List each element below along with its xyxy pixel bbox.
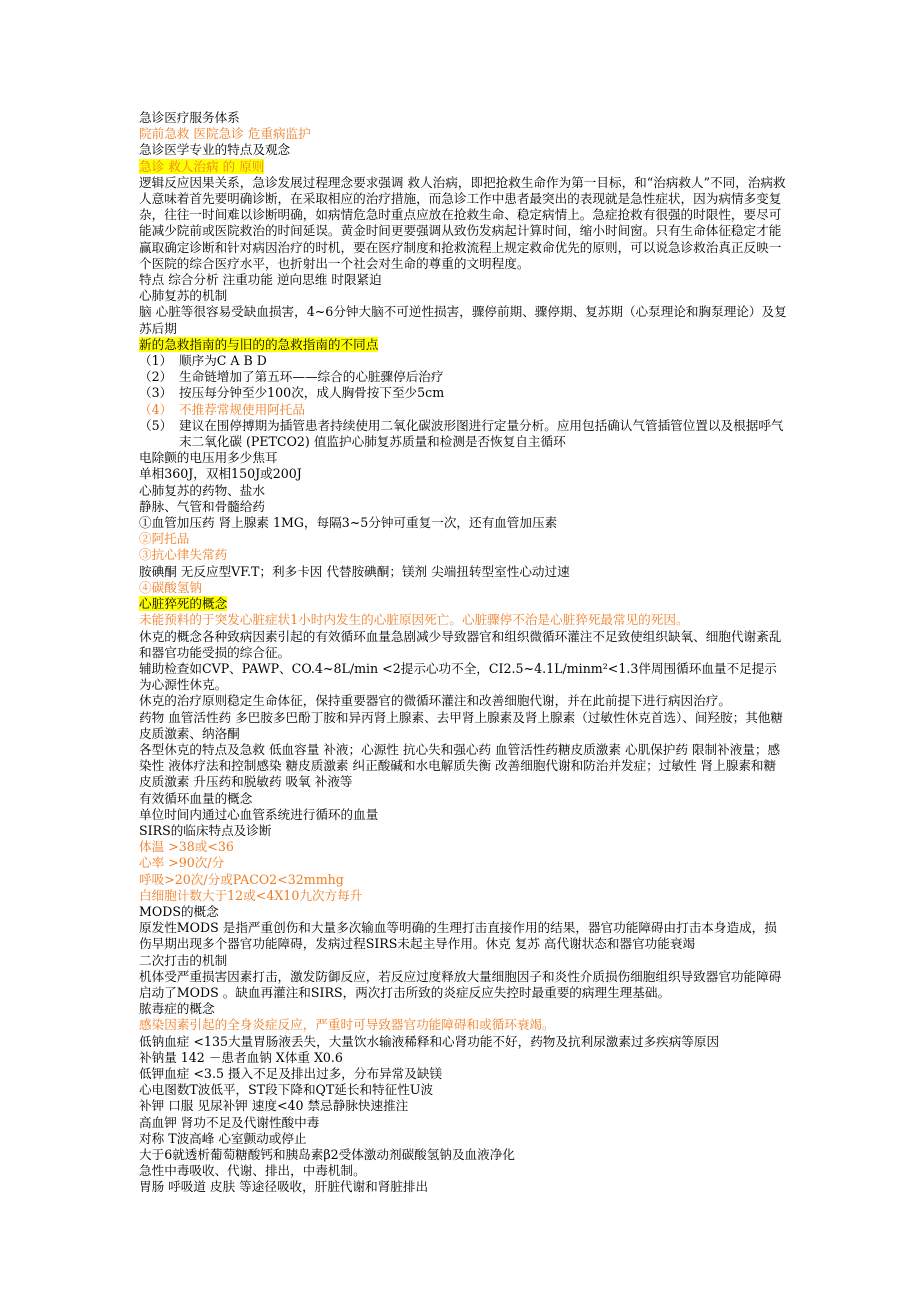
shock-auxiliary-tests: 辅助检查如CVP、PAWP、CO.4~8L/min <2提示心功不全，CI2.5~4.1L/minm²<1.3伴周围循环血量不足提示为心源性休克。 — [139, 660, 777, 693]
heading-cpr-mechanism: 心肺复苏的机制 — [139, 288, 228, 304]
sirs-wbc: 白细胞计数大于12或<4X10九次方每升 — [139, 887, 363, 903]
heading-second-hit: 二次打击的机制 — [139, 952, 228, 968]
heading-emergency-system: 急诊医疗服务体系 — [139, 110, 240, 125]
sepsis-definition: 感染因素引起的全身炎症反应，严重时可导致器官功能障碍和或循环衰竭。 — [139, 1017, 555, 1033]
heading-effective-circulation: 有效循环血量的概念 — [139, 790, 253, 806]
emergency-stages: 院前急救 医院急诊 危重病监护 — [139, 126, 311, 142]
drug-atropine: ②阿托品 — [139, 531, 190, 547]
shock-types-emergency: 各型休克的特点及急救 低血容量 补液；心源性 抗心失和强心药 血管活性药糖皮质激素 心肌保护药 限制补液量；感染性 液体疗法和控制感染 糖皮质激素 纠正酸碱和水电解质失衡 改善细胞代谢和防治并发症；过敏性 肾上腺素和糖皮质激素 升压药和脱敏药 吸氧 补液等 — [139, 741, 781, 790]
defib-voltage-values: 单相360J，双相150J或200J — [139, 466, 302, 482]
list-item: （4） 不推荐常规使用阿托品 — [139, 401, 305, 417]
shock-concept: 休克的概念各种致病因素引起的有效循环血量急剧减少导致器官和组织微循环灌注不足致使组织缺氧、细胞代谢紊乱和器官功能受损的综合征。 — [139, 628, 782, 660]
sirs-temperature: 体温 >38或<36 — [139, 839, 234, 855]
primary-mods-paragraph: 原发性MODS 是指严重创伤和大量多次输血等明确的生理打击直接作用的结果，器官功能障碍由打击本身造成，损伤早期出现多个器官功能障碍，发病过程SIRS未起主导作用。休克 复苏 高代谢状态和器官功能衰竭 — [139, 920, 777, 952]
shock-drugs: 药物 血管活性药 多巴胺多巴酚丁胺和异丙肾上腺素、去甲肾上腺素及肾上腺素（过敏性休克首选）、间羟胺；其他糖皮质激素、纳洛酮 — [139, 709, 783, 741]
emergency-logic-paragraph: 逻辑反应因果关系，急诊发展过程理念要求强调 救人治病，即把抢救生命作为第一目标，和“治病救人”不同，治病救人意味着首先要明确诊断，在采取相应的治疗措施，而急诊工作中患者最突出的表现就是急性症状，因为病情多变复杂，往往一时间难以诊断明确，如病情危急时重点应放在抢救生命、稳定病情上。急症抢救有很强的时限性，要尽可能减少院前或医院救治的时间延误。黄金时间更要强调从致伤发病起计算时间，缩小时间窗。只有生命体征稳定才能赢取确定诊断和针对病因治疗的时机，要在医疗制度和抢救流程上规定救命优先的原则，可以说急诊救治真正反映一个医院的综合医疗水平，也折射出一个社会对生命的尊重的文明程度。 — [139, 174, 786, 271]
heading-sudden-cardiac-death: 心脏猝死的概念 — [139, 596, 228, 612]
hypokalemia: 低钾血症 <3.5 摄入不足及排出过多，分布异常及缺镁 — [139, 1065, 443, 1081]
sirs-heart-rate: 心率 >90次/分 — [139, 855, 225, 871]
drug-vasopressor: ①血管加压药 肾上腺素 1MG，每隔3~5分钟可重复一次，还有血管加压素 — [139, 515, 558, 531]
emergency-principle: 急诊 救人治病 的 原则 — [139, 158, 265, 174]
effective-circulation-definition: 单位时间内通过心血管系统进行循环的血量 — [139, 806, 379, 822]
heading-emergency-features: 急诊医学专业的特点及观念 — [139, 142, 291, 158]
hyperkalemia: 高血钾 肾功不足及代谢性酸中毒 — [139, 1114, 320, 1130]
hyponatremia: 低钠血症 <135大量胃肠液丢失，大量饮水输液稀释和心肾功能不好，药物及抗利尿激素过多疾病等原因 — [139, 1033, 720, 1049]
list-item: （3） 按压每分钟至少100次，成人胸骨按下至少5cm — [139, 385, 445, 401]
heading-sepsis: 脓毒症的概念 — [139, 1001, 215, 1017]
heading-mods: MODS的概念 — [139, 903, 219, 919]
list-item: （5） 建议在围停搏期为插管患者持续使用二氧化碳波形图进行定量分析。应用包括确认气管插管位置以及根据呼气末二氧化碳 (PETCO2) 值监护心肺复苏质量和检测是否恢复自主循环 — [139, 417, 784, 450]
drug-bicarbonate: ④碳酸氢钠 — [139, 579, 202, 595]
heading-sirs: SIRS的临床特点及诊断 — [139, 822, 272, 838]
features-line: 特点 综合分析 注重功能 逆向思维 时限紧迫 — [139, 272, 382, 288]
antiarrhythmic-details: 胺碘酮 无反应型VF.T；利多卡因 代替胺碘酮；镁剂 尖端扭转型室性心动过速 — [139, 563, 570, 579]
list-item: （1） 顺序为C A B D — [139, 353, 267, 369]
ecg-hypokalemia: 心电图数T波低平，ST段下降和QT延长和特征性U波 — [139, 1082, 434, 1098]
heading-guideline-diff: 新的急救指南的与旧的的急救指南的不同点 — [139, 336, 379, 352]
sodium-supplement-formula: 补钠量 142 －患者血钠 X体重 X0.6 — [139, 1049, 343, 1065]
sudden-cardiac-death-definition: 未能预料的于突发心脏症状1小时内发生的心脏原因死亡。心脏骤停不治是心脏猝死最常见的死因。 — [139, 612, 689, 628]
list-item: （2） 生命链增加了第五环——综合的心脏骤停后治疗 — [139, 369, 444, 385]
sirs-respiration: 呼吸>20次/分或PACO2<32mmhg — [139, 871, 344, 887]
document-body — [139, 110, 787, 1196]
hyperkalemia-ecg: 对称 T波高峰 心室颤动或停止 — [139, 1130, 307, 1146]
defib-voltage-heading: 电除颤的电压用多少焦耳 — [139, 450, 278, 466]
poison-absorption: 胃肠 呼吸道 皮肤 等途径吸收，肝脏代谢和肾脏排出 — [139, 1179, 429, 1195]
drug-antiarrhythmic: ③抗心律失常药 — [139, 547, 228, 563]
hyperkalemia-treatment: 大于6就透析葡萄糖酸钙和胰岛素β2受体激动剂碳酸氢钠及血液净化 — [139, 1147, 515, 1162]
acute-poisoning: 急性中毒吸收、代谢、排出，中毒机制。 — [139, 1163, 366, 1179]
cpr-mechanism-paragraph: 脑 心脏等很容易受缺血损害，4~6分钟大脑不可逆性损害，骤停前期、骤停期、复苏期（心泵理论和胸泵理论）及复苏后期 — [139, 304, 787, 336]
shock-treatment-principle: 休克的治疗原则稳定生命体征，保持重要器官的微循环灌注和改善细胞代谢，并在此前提下进行病因治疗。 — [139, 693, 731, 709]
potassium-supplement: 补钾 口服 见尿补钾 速度<40 禁忌静脉快速推注 — [139, 1098, 409, 1114]
drug-routes: 静脉、气管和骨髓给药 — [139, 498, 265, 514]
cpr-drugs-heading: 心肺复苏的药物、盐水 — [139, 482, 265, 498]
second-hit-paragraph: 机体受严重损害因素打击，激发防御反应，若反应过度释放大量细胞因子和炎性介质损伤细胞组织导致器官功能障碍启动了MODS 。缺血再灌注和SIRS，两次打击所致的炎症反应失控时最重要的病理生理基础。 — [139, 968, 782, 1000]
